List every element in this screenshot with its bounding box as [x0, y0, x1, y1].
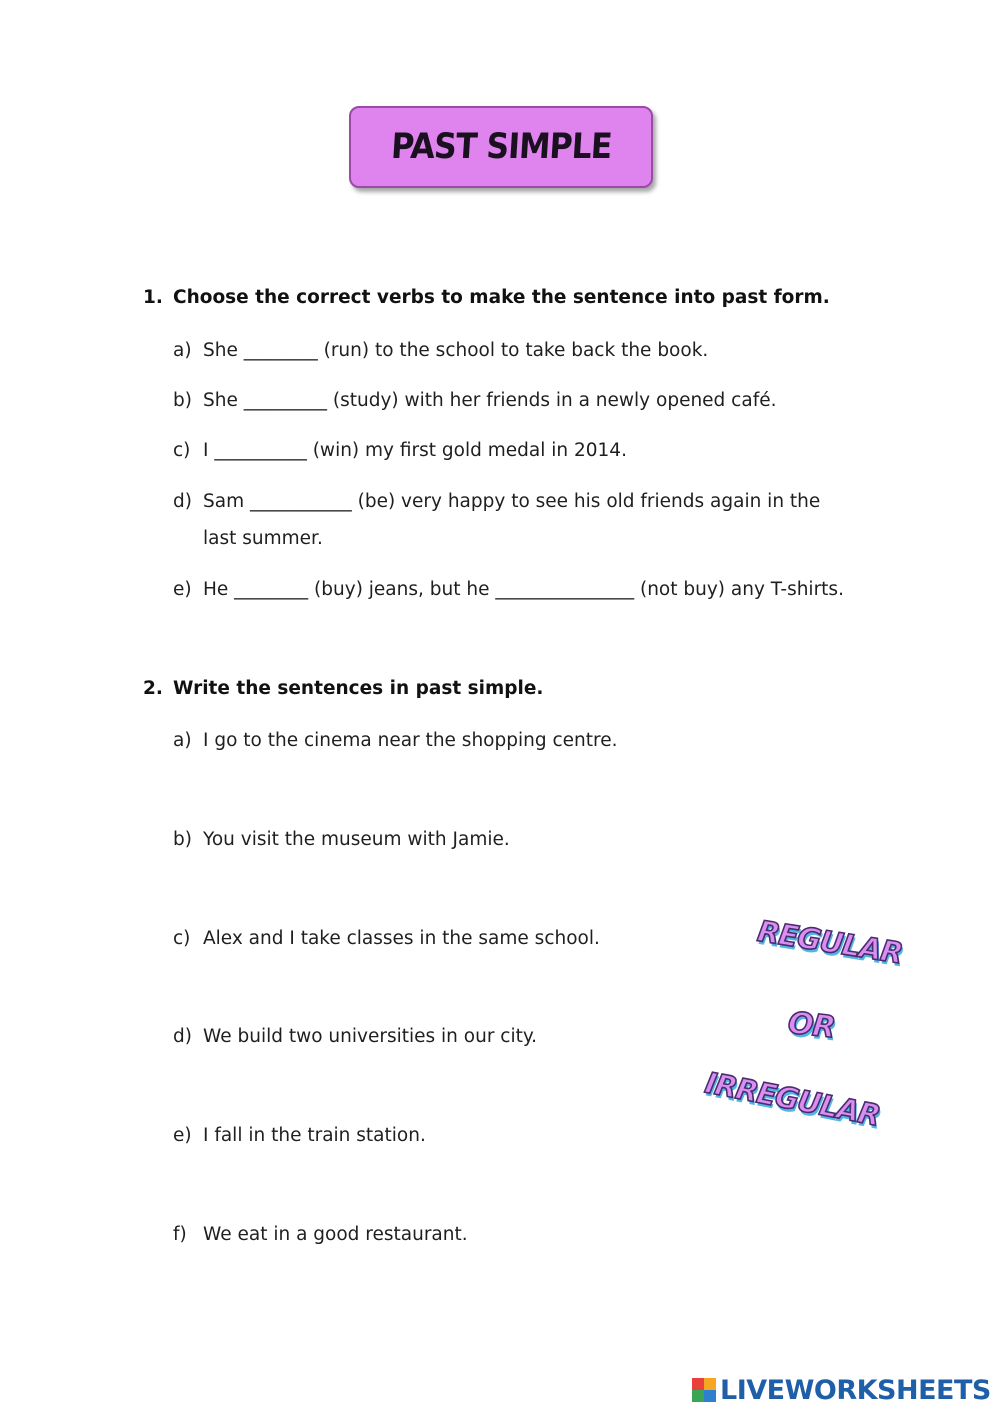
q2-item-e: [173, 1117, 426, 1154]
logo-square-orange: [704, 1378, 716, 1390]
item-letter: c): [173, 928, 191, 949]
logo-square-green: [692, 1390, 704, 1402]
q1-item-c: [173, 432, 627, 469]
question-1-text: Choose the correct verbs to make the sentence into past form.: [173, 287, 830, 308]
question-2-heading: [143, 678, 543, 699]
item-text: I __________ (win) my first gold medal in 2014.: [203, 440, 627, 461]
item-text: I fall in the train station.: [203, 1125, 426, 1146]
item-text: Sam ___________ (be) very happy to see his old friends again in the: [203, 491, 821, 512]
item-letter: c): [173, 440, 191, 461]
logo-square-blue: [704, 1390, 716, 1402]
question-1-heading: [143, 287, 830, 308]
item-text: You visit the museum with Jamie.: [203, 829, 510, 850]
sticker-or: OR: [786, 1005, 837, 1046]
item-text: We eat in a good restaurant.: [203, 1224, 468, 1245]
item-text: He ________ (buy) jeans, but he _______________ (not buy) any T-shirts.: [203, 579, 844, 600]
logo-square-red: [692, 1378, 704, 1390]
logo-text: LIVEWORKSHEETS: [720, 1374, 991, 1406]
question-2-number: 2.: [143, 678, 163, 699]
q1-item-b: [173, 382, 776, 419]
title-banner: [349, 106, 653, 188]
item-text: Alex and I take classes in the same school.: [203, 928, 600, 949]
item-letter: d): [173, 1026, 192, 1047]
sticker-irregular: IRREGULAR: [702, 1065, 883, 1133]
q1-item-d: [173, 483, 820, 557]
q2-item-a: [173, 722, 617, 759]
item-text: She _________ (study) with her friends in a newly opened café.: [203, 390, 777, 411]
item-letter: b): [173, 829, 192, 850]
q2-item-f: [173, 1216, 468, 1253]
item-letter: a): [173, 340, 192, 361]
question-2-text: Write the sentences in past simple.: [173, 678, 544, 699]
item-continuation: last summer.: [203, 528, 323, 549]
liveworksheets-logo[interactable]: [692, 1374, 991, 1406]
item-letter: b): [173, 390, 192, 411]
item-letter: d): [173, 491, 192, 512]
logo-grid-icon: [692, 1378, 716, 1402]
q2-item-c: [173, 920, 600, 957]
question-1-number: 1.: [143, 287, 163, 308]
item-letter: e): [173, 1125, 192, 1146]
sticker-regular: REGULAR: [755, 913, 905, 971]
item-text: We build two universities in our city.: [203, 1026, 538, 1047]
q1-item-e: [173, 571, 844, 608]
item-letter: f): [173, 1224, 187, 1245]
q2-item-d: [173, 1018, 537, 1055]
q2-item-b: [173, 821, 510, 858]
item-letter: e): [173, 579, 192, 600]
item-text: I go to the cinema near the shopping centre.: [203, 730, 618, 751]
q1-item-a: [173, 332, 708, 369]
item-text: She ________ (run) to the school to take back the book.: [203, 340, 709, 361]
page-title: PAST SIMPLE: [389, 127, 613, 167]
item-letter: a): [173, 730, 192, 751]
